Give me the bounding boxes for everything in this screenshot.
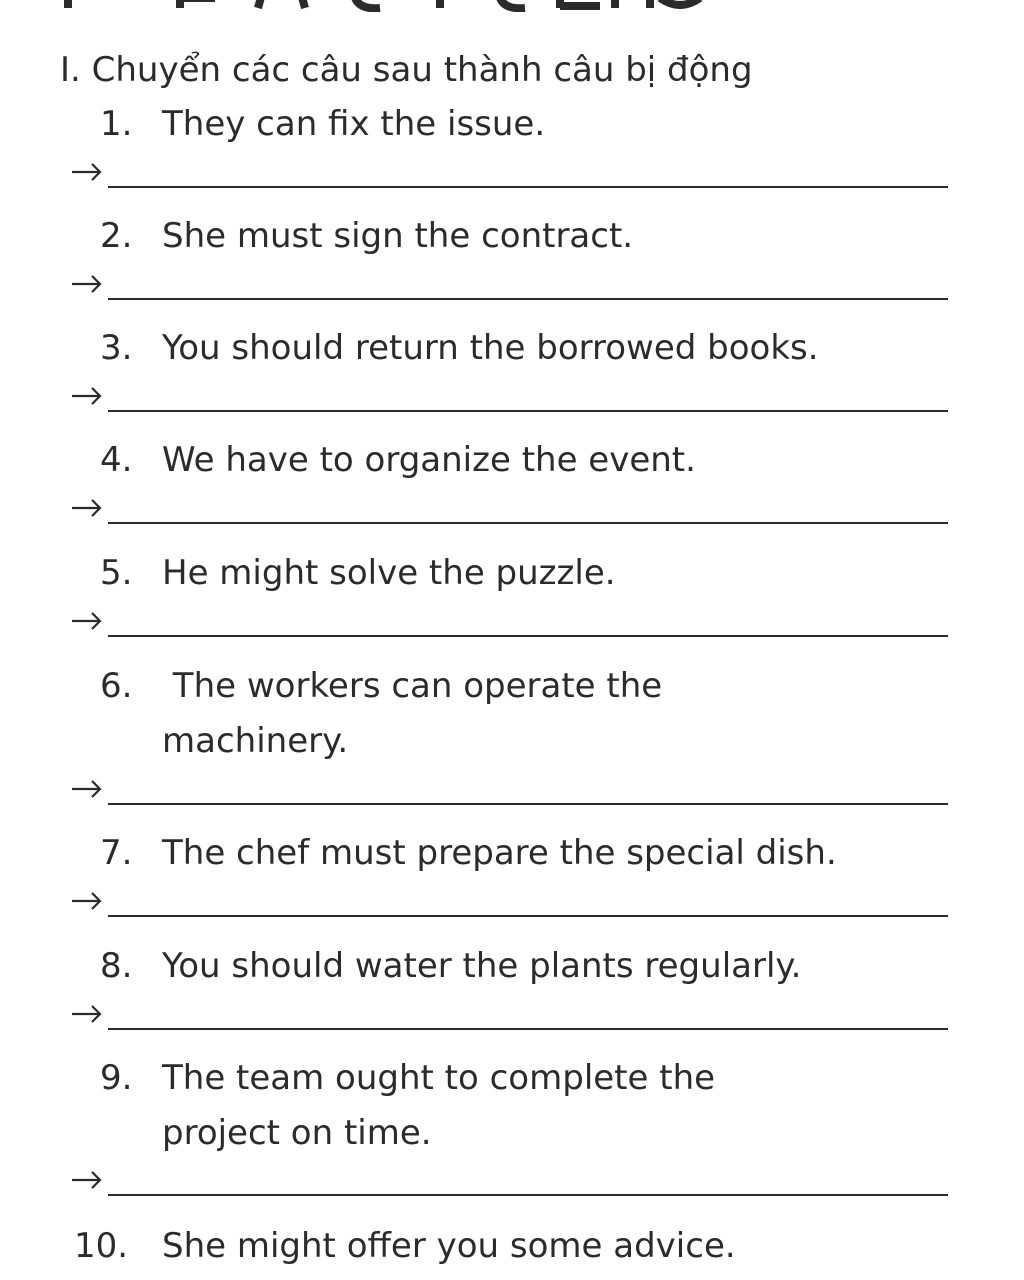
question-text: The workers can operate the (162, 666, 663, 706)
answer-line[interactable] (108, 1028, 948, 1030)
question-text: You should water the plants regularly. (162, 946, 802, 986)
question-text: She must sign the contract. (162, 216, 634, 256)
question-item (100, 214, 633, 258)
arrow-icon (68, 384, 106, 408)
arrow-icon (68, 777, 106, 801)
question-number: 8. (100, 946, 133, 986)
question-number: 3. (100, 328, 133, 368)
question-number: 1. (100, 104, 133, 144)
arrow-icon (68, 889, 106, 913)
question-number: 4. (100, 440, 133, 480)
answer-line[interactable] (108, 298, 948, 300)
question-item (100, 551, 616, 595)
arrow-icon (68, 272, 106, 296)
question-item (100, 664, 662, 763)
answer-line[interactable] (108, 635, 948, 637)
arrow-icon (68, 609, 106, 633)
arrow-icon (68, 496, 106, 520)
question-item (100, 831, 837, 875)
question-text: The chef must prepare the special dish. (162, 833, 837, 873)
answer-line[interactable] (108, 522, 948, 524)
question-number: 5. (100, 553, 133, 593)
question-text: We have to organize the event. (162, 440, 696, 480)
answer-line[interactable] (108, 410, 948, 412)
answer-field[interactable] (68, 384, 948, 418)
question-text: He might solve the puzzle. (162, 553, 616, 593)
arrow-icon (68, 1168, 106, 1192)
question-item (100, 944, 801, 988)
question-number: 10. (74, 1226, 129, 1266)
question-item (74, 1224, 736, 1268)
question-number: 9. (100, 1058, 133, 1098)
question-number: 6. (100, 666, 133, 706)
answer-field[interactable] (68, 889, 948, 923)
answer-field[interactable] (68, 272, 948, 306)
answer-field[interactable] (68, 496, 948, 530)
exercise-heading: I. Chuyển các câu sau thành câu bị động (60, 50, 753, 90)
answer-line[interactable] (108, 803, 948, 805)
question-text-continuation: machinery. (162, 721, 349, 761)
question-text: They can fix the issue. (162, 104, 546, 144)
question-text: The team ought to complete the (162, 1058, 716, 1098)
answer-field[interactable] (68, 1002, 948, 1036)
question-item (100, 102, 545, 146)
answer-line[interactable] (108, 186, 948, 188)
question-text: She might offer you some advice. (162, 1226, 736, 1266)
question-text-continuation: project on time. (162, 1113, 432, 1153)
question-number: 2. (100, 216, 133, 256)
answer-line[interactable] (108, 915, 948, 917)
answer-field[interactable] (68, 609, 948, 643)
answer-line[interactable] (108, 1194, 948, 1196)
question-item (100, 1056, 715, 1155)
question-text: You should return the borrowed books. (162, 328, 819, 368)
question-item (100, 326, 819, 370)
cropped-title-strokes (0, 0, 1024, 12)
question-number: 7. (100, 833, 133, 873)
answer-field[interactable] (68, 1168, 948, 1202)
arrow-icon (68, 160, 106, 184)
question-item (100, 438, 696, 482)
answer-field[interactable] (68, 160, 948, 194)
arrow-icon (68, 1002, 106, 1026)
answer-field[interactable] (68, 777, 948, 811)
